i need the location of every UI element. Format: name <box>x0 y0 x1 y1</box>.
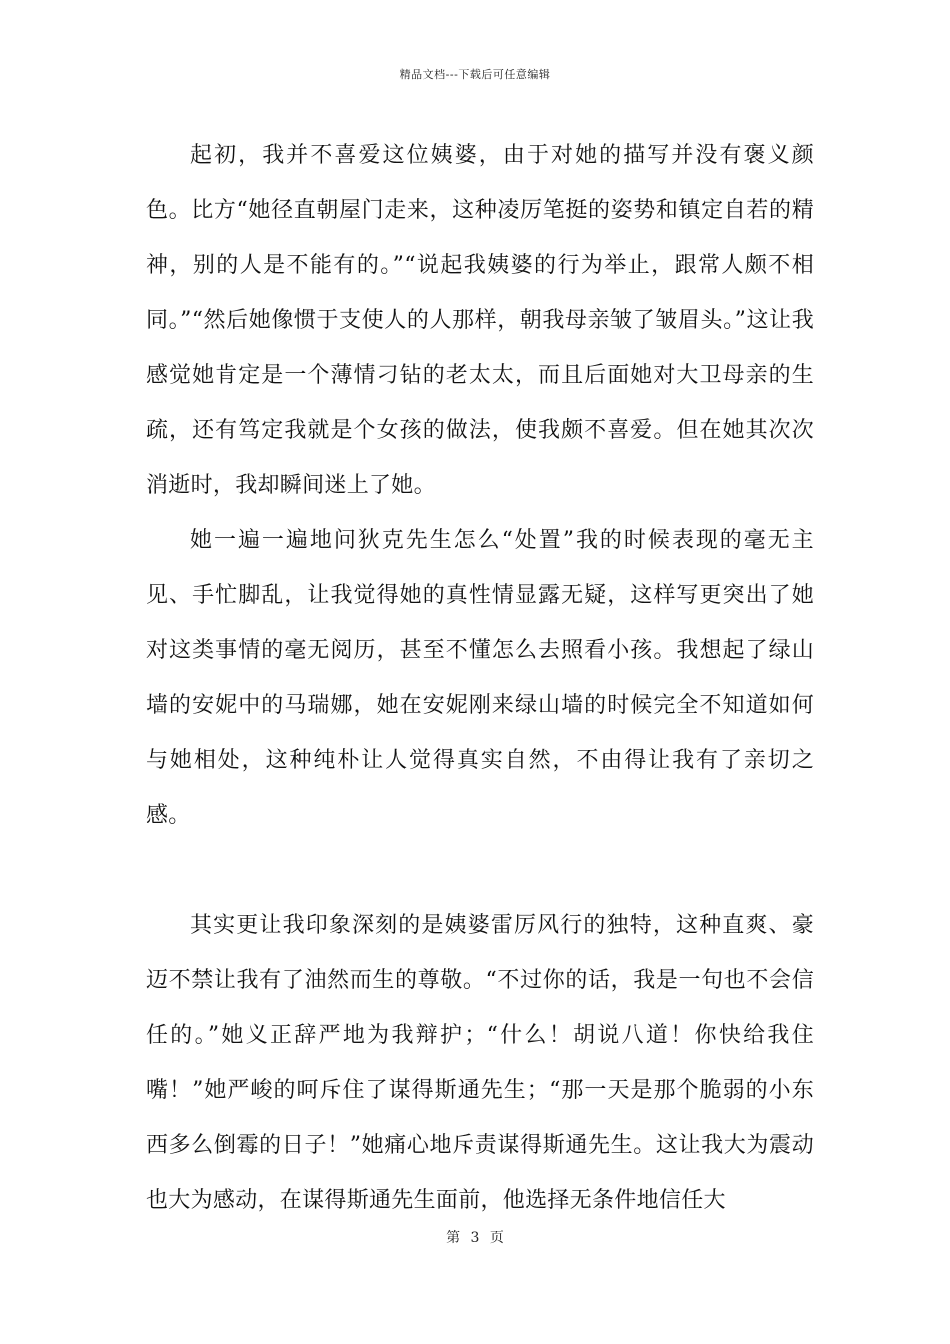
paragraph-1: 起初，我并不喜爱这位姨婆，由于对她的描写并没有褒义颜色。比方“她径直朝屋门走来，这种凌厉笔挺的姿势和镇定自若的精神，别的人是不能有的。”“说起我姨婆的行为举止，跟常人颇不相同。”“然后她像惯于支使人的人那样，朝我母亲皱了皱眉头。”这让我感觉她肯定是一个薄情刁钻的老太太，而且后面她对大卫母亲的生疏，还有笃定我就是个女孩的做法，使我颇不喜爱。但在她其次次消逝时，我却瞬间迷上了她。 <box>146 143 814 498</box>
page-header: 精品文档---下载后可任意编辑 <box>399 68 551 81</box>
paragraph-3: 其实更让我印象深刻的是姨婆雷厉风行的独特，这种直爽、豪迈不禁让我有了油然而生的尊敬。“不过你的话，我是一句也不会信任的。”她义正辞严地为我辩护；“什么！胡说八道！你快给我住嘴！”她严峻的呵斥住了谋得斯通先生；“那一天是那个脆弱的小东西多么倒霉的日子！”她痛心地斥责谋得斯通先生。这让我大为震动也大为感动，在谋得斯通先生面前，他选择无条件地信任大 <box>146 913 814 1213</box>
page-number-suffix: 页 <box>489 1230 504 1246</box>
paragraph-2: 她一遍一遍地问狄克先生怎么“处置”我的时候表现的毫无主见、手忙脚乱，让我觉得她的真性情显露无疑，这样写更突出了她对这类事情的毫无阅历，甚至不懂怎么去照看小孩。我想起了绿山墙的安妮中的马瑞娜，她在安妮刚来绿山墙的时候完全不知道如何与她相处，这种纯朴让人觉得真实自然，不由得让我有了亲切之感。 <box>146 528 814 828</box>
page-number-prefix: 第 <box>446 1230 461 1246</box>
page-footer <box>0 1227 950 1247</box>
document-body <box>146 128 814 1228</box>
page-number: 3 <box>470 1230 480 1246</box>
